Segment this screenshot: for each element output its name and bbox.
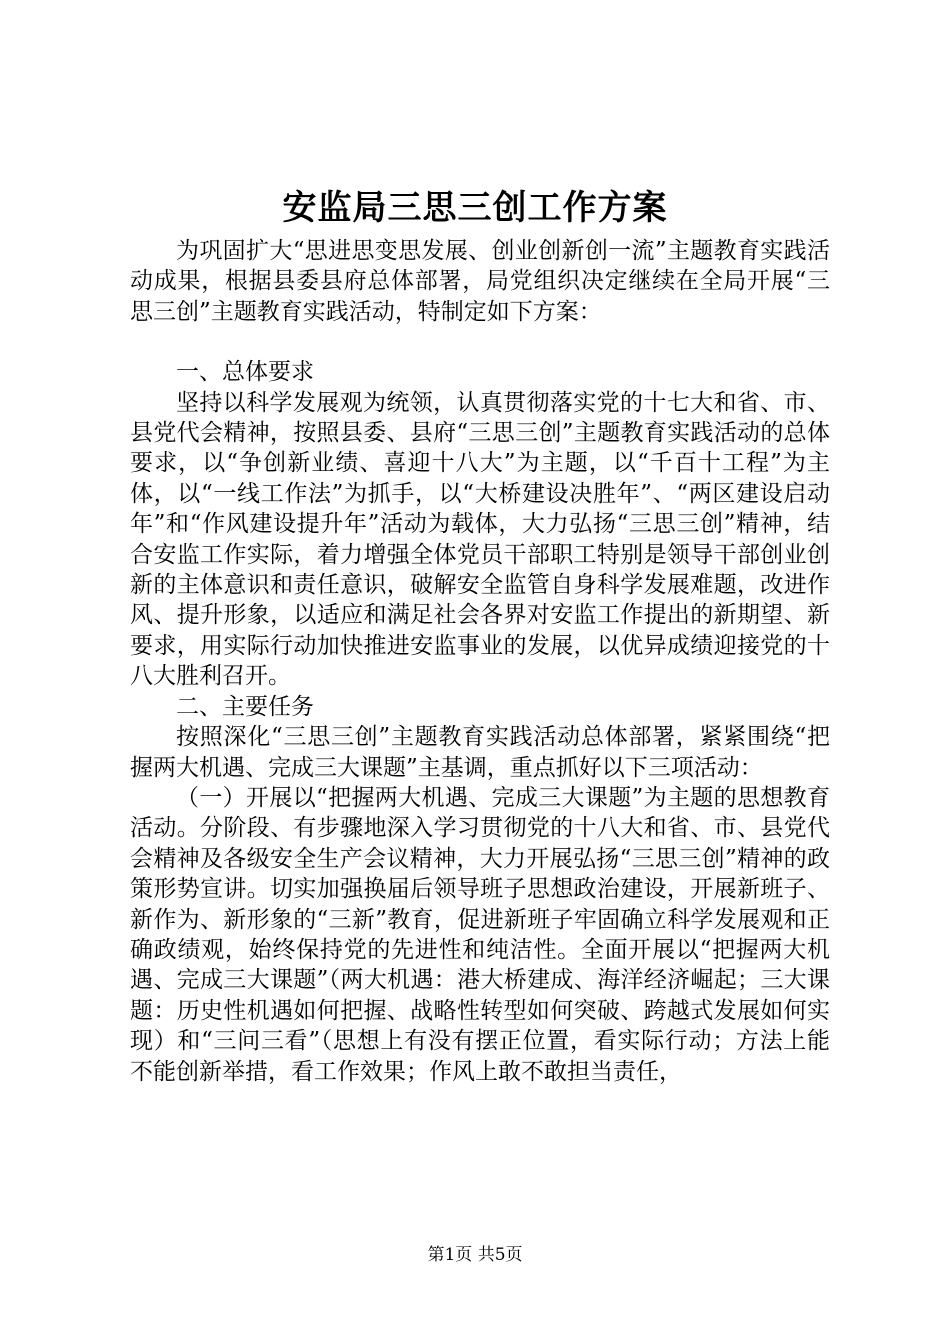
- intro-paragraph: 为巩固扩大“思进思变思发展、创业创新创一流”主题教育实践活动成果，根据县委县府总体部署，局党组织决定继续在全局开展“三思三创”主题教育实践活动，特制定如下方案：: [130, 238, 830, 325]
- task-one-paragraph: （一）开展以“把握两大机遇、完成三大课题”为主题的思想教育活动。分阶段、有步骤地深入学习贯彻党的十八大和省、市、县党代会精神及各级安全生产会议精神，大力开展弘扬“三思三创”精神的政策形势宣讲。切实加强换届后领导班子思想政治建设，开展新班子、新作为、新形象的“三新”教育，促进新班子牢固确立科学发展观和正确政绩观，始终保持党的先进性和纯洁性。全面开展以“把握两大机遇、完成三大课题”（两大机遇：港大桥建成、海洋经济崛起；三大课题：历史性机遇如何把握、战略性转型如何突破、跨越式发展如何实现）和“三问三看”（思想上有没有摆正位置，看实际行动；方法上能不能创新举措，看工作效果；作风上敢不敢担当责任，: [130, 784, 830, 1085]
- page-footer: 第1页 共5页: [427, 1245, 523, 1265]
- section-heading-main-tasks: 二、主要任务: [176, 693, 314, 720]
- general-requirements-paragraph: 坚持以科学发展观为统领，认真贯彻落实党的十七大和省、市、县党代会精神，按照县委、县府“三思三创”主题教育实践活动的总体要求，以“争创新业绩、喜迎十八大”为主题，以“千百十工程”为主体，以“一线工作法”为抓手，以“大桥建设决胜年”、“两区建设启动年”和“作风建设提升年”活动为载体，大力弘扬“三思三创”精神，结合安监工作实际，着力增强全体党员干部职工特别是领导干部创业创新的主体意识和责任意识，破解安全监管自身科学发展难题，改进作风、提升形象，以适应和满足社会各界对安监工作提出的新期望、新要求，用实际行动加快推进安监事业的发展，以优异成绩迎接党的十八大胜利召开。: [130, 389, 830, 690]
- document-title: 安监局三思三创工作方案: [282, 188, 668, 228]
- document-body: [130, 236, 830, 1087]
- section-heading-general-requirements: 一、总体要求: [176, 359, 314, 386]
- main-tasks-paragraph: 按照深化“三思三创”主题教育实践活动总体部署，紧紧围绕“把握两大机遇、完成三大课题”主基调，重点抓好以下三项活动：: [130, 724, 830, 781]
